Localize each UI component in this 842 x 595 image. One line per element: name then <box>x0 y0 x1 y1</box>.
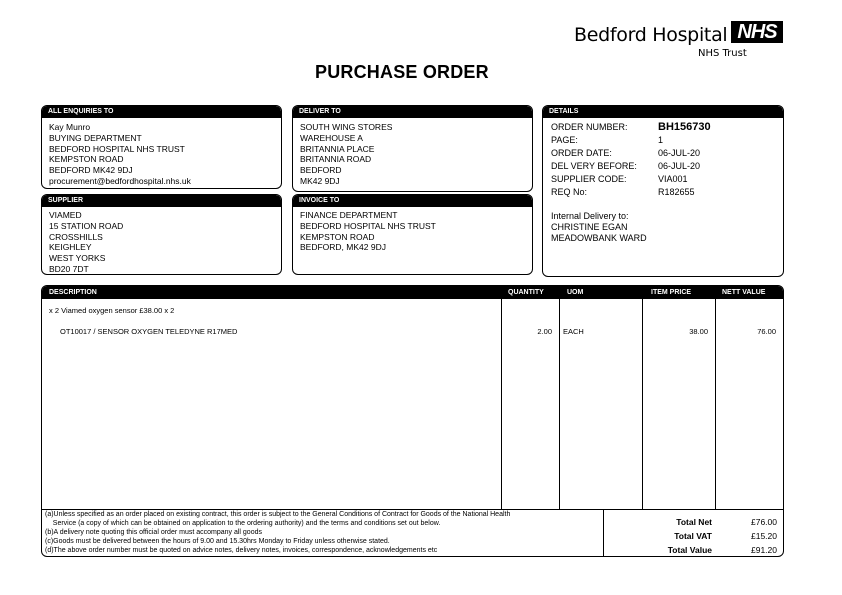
invoice-to-line: FINANCE DEPARTMENT <box>300 210 398 220</box>
terms-note: (d)The above order number must be quoted on advice notes, delivery notes, invoices, correspondence, acknowledgements etc <box>45 547 438 554</box>
details-row-req-no <box>551 186 783 199</box>
col-quantity: QUANTITY <box>508 289 544 296</box>
req-no-label: REQ No: <box>551 187 588 197</box>
invoice-to-line: KEMPSTON ROAD <box>300 231 375 242</box>
footer-divider <box>603 509 604 557</box>
invoice-to-box <box>292 194 533 275</box>
total-vat-value: £15.20 <box>751 531 777 541</box>
details-row-page <box>551 134 783 147</box>
enquiries-box <box>41 105 282 189</box>
deliver-to-line: BRITANNIA PLACE <box>300 143 375 154</box>
table-row-nett-value: 76.00 <box>757 327 776 336</box>
internal-delivery-line: CHRISTINE EGAN <box>551 222 628 232</box>
terms-note: Service (a copy of which can be obtained on application to the ordering authority) and the terms and conditions set out below. <box>45 520 441 527</box>
column-divider <box>642 299 643 509</box>
terms-note: (c)Goods must be delivered between the hours of 9.00 and 15.30hrs Monday to Friday unless otherwise stated. <box>45 538 390 545</box>
footer-divider <box>42 509 783 510</box>
supplier-line: WEST YORKS <box>49 253 106 264</box>
order-lines-table <box>41 285 784 557</box>
details-heading: DETAILS <box>543 106 783 118</box>
enquiries-heading: ALL ENQUIRIES TO <box>42 106 281 118</box>
page-label: PAGE: <box>551 135 578 145</box>
supplier-line: CROSSHILLS <box>49 231 103 242</box>
col-nett-value: NETT VALUE <box>722 289 766 296</box>
total-net-label: Total Net <box>676 517 712 527</box>
invoice-to-heading: INVOICE TO <box>293 195 532 207</box>
internal-delivery-line: MEADOWBANK WARD <box>551 233 647 243</box>
terms-note: (a)Unless specified as an order placed on existing contract, this order is subject to the General Conditions of Contract for Goods of the National Health <box>45 511 511 518</box>
hospital-name: Bedford Hospital <box>574 24 728 46</box>
order-date-label: ORDER DATE: <box>551 148 612 158</box>
col-item-price: ITEM PRICE <box>651 289 692 296</box>
deliver-to-line: WAREHOUSE A <box>300 132 363 143</box>
supplier-code-value: VIA001 <box>658 174 688 184</box>
invoice-to-line: BEDFORD, MK42 9DJ <box>300 242 386 253</box>
terms-note: (b)A delivery note quoting this official order must accompany all goods <box>45 529 262 536</box>
table-row-quantity: 2.00 <box>537 327 552 336</box>
column-divider <box>501 299 502 509</box>
deliver-to-heading: DELIVER TO <box>293 106 532 118</box>
table-row-item-price: 38.00 <box>689 327 708 336</box>
deliver-to-line: MK42 9DJ <box>300 175 340 186</box>
table-row-description: OT10017 / SENSOR OXYGEN TELEDYNE R17MED <box>60 327 238 336</box>
page-value: 1 <box>658 135 664 145</box>
deliver-to-line: SOUTH WING STORES <box>300 122 393 132</box>
table-header <box>42 286 783 299</box>
supplier-code-label: SUPPLIER CODE: <box>551 174 627 184</box>
page-title: PURCHASE ORDER <box>315 62 489 82</box>
column-divider <box>559 299 560 509</box>
details-row-delivery-before <box>551 160 783 173</box>
supplier-line: 15 STATION ROAD <box>49 220 124 231</box>
details-row-order-date <box>551 147 783 160</box>
nhs-logo: NHS <box>731 21 783 43</box>
details-row-supplier-code <box>551 173 783 186</box>
total-vat-label: Total VAT <box>674 531 712 541</box>
deliver-to-line: BRITANNIA ROAD <box>300 154 372 165</box>
order-number-label: ORDER NUMBER: <box>551 122 628 132</box>
delivery-before-value: 06-JUL-20 <box>658 161 701 171</box>
details-row-order-number <box>551 121 783 134</box>
details-box <box>542 105 784 277</box>
total-value-label: Total Value <box>667 545 712 555</box>
column-divider <box>715 299 716 509</box>
enquiries-line: BUYING DEPARTMENT <box>49 132 142 143</box>
order-number-value: BH156730 <box>658 121 711 133</box>
line-note: x 2 Viamed oxygen sensor £38.00 x 2 <box>49 306 175 315</box>
supplier-line: KEIGHLEY <box>49 242 92 253</box>
enquiries-email: procurement@bedfordhospital.nhs.uk <box>49 175 191 186</box>
req-no-value: R182655 <box>658 187 695 197</box>
enquiries-line: BEDFORD MK42 9DJ <box>49 165 133 176</box>
enquiries-line: KEMPSTON ROAD <box>49 154 124 165</box>
col-description: DESCRIPTION <box>49 289 97 296</box>
total-value-value: £91.20 <box>751 545 777 555</box>
total-net-value: £76.00 <box>751 517 777 527</box>
deliver-to-box <box>292 105 533 192</box>
supplier-heading: SUPPLIER <box>42 195 281 207</box>
deliver-to-line: BEDFORD <box>300 165 342 176</box>
table-row-uom: EACH <box>563 327 584 336</box>
enquiries-line: BEDFORD HOSPITAL NHS TRUST <box>49 143 185 154</box>
order-date-value: 06-JUL-20 <box>658 148 701 158</box>
supplier-box <box>41 194 282 275</box>
supplier-line: BD20 7DT <box>49 263 89 274</box>
internal-delivery-label: Internal Delivery to: <box>551 211 629 221</box>
delivery-before-label: DEL VERY BEFORE: <box>551 161 637 171</box>
trust-label: NHS Trust <box>698 48 747 59</box>
invoice-to-line: BEDFORD HOSPITAL NHS TRUST <box>300 220 436 231</box>
col-uom: UOM <box>567 289 584 296</box>
supplier-line: VIAMED <box>49 210 82 220</box>
enquiries-line: Kay Munro <box>49 122 91 132</box>
